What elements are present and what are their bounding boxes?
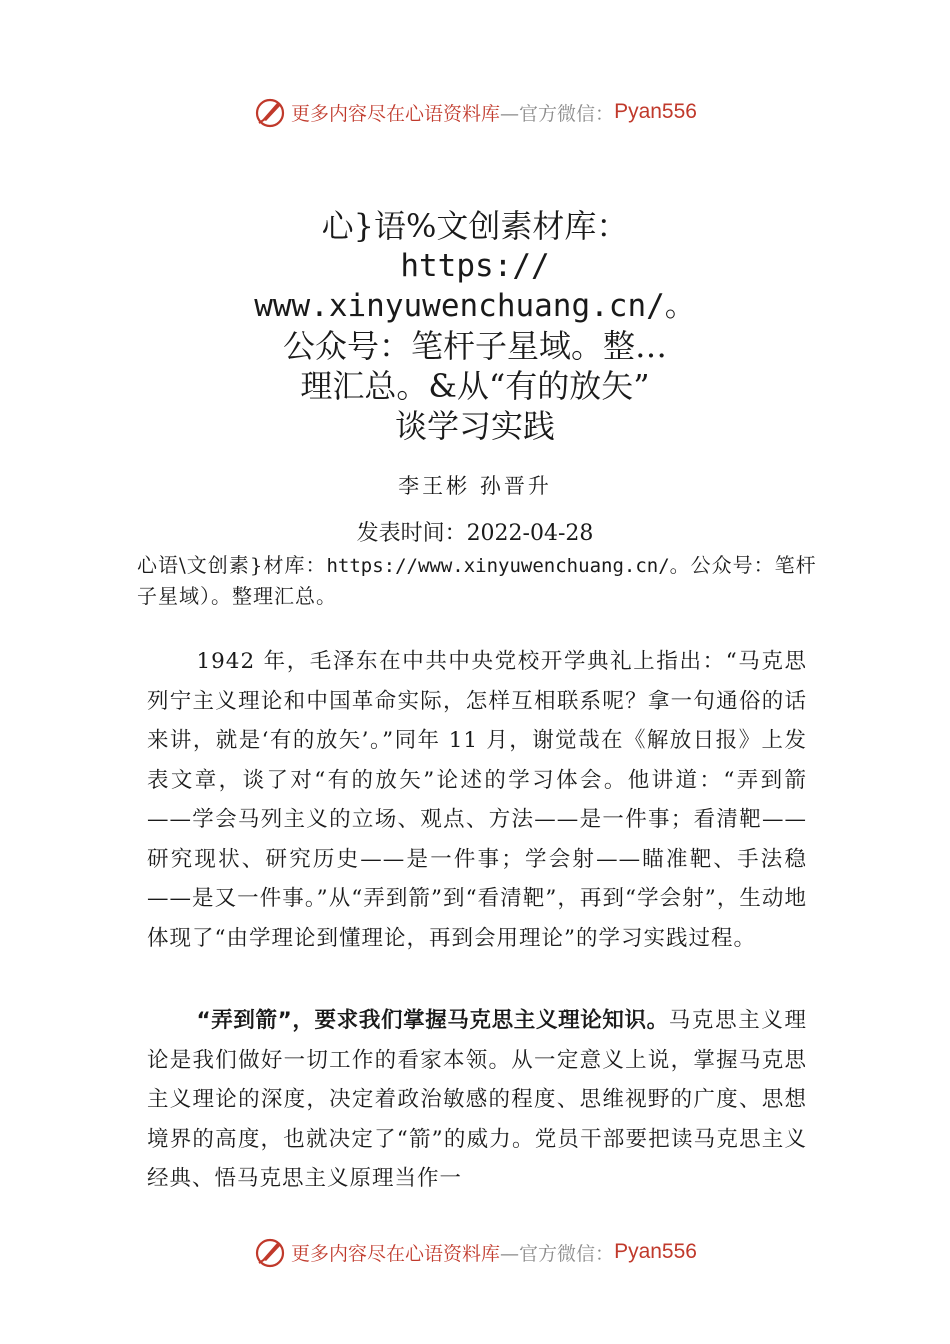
paragraph-1-text: 1942 年，毛泽东在中共中央党校开学典礼上指出：“马克思列宁主义理论和中国革命实际，怎样互相联系呢？拿一句通俗的话来讲，就是‘有的放矢’。”同年 11 月，谢觉哉在《解放日报》上发表文章，谈了对“有的放矢”论述的学习体会。他讲道：“弄到箭——学会马列主义的立场、观点、方法——是一件事；看清靶——研究现状、研究历史——是一件事；学会射——瞄准靶、手法稳——是又一件事。”从“弄到箭”到“看清靶”，再到“学会射”，生动地体现了“由学理论到懂理论，再到会用理论”的学习实践过程。 — [147, 649, 807, 951]
footer-banner — [0, 1232, 950, 1272]
article-authors: 李王彬 孙晋升 — [398, 474, 552, 498]
header-banner — [0, 92, 950, 132]
paragraph-2-body: 马克思主义理论是我们做好一切工作的看家本领。从一定意义上说，掌握马克思主义理论的深度，决定着政治敏感的程度、思维视野的广度、思想境界的高度，也就决定了“箭”的威力。党员干部要把读马克思主义经典、悟马克思主义原理当作一 — [147, 1008, 807, 1191]
paragraph-2-heading: “弄到箭”，要求我们掌握马克思主义理论知识。 — [196, 1008, 669, 1033]
banner-site-text: 更多内容尽在心语资料库 — [291, 102, 501, 125]
source-suffix: 。公众号：笔杆子星域）。整理汇总。 — [137, 553, 817, 608]
paragraph-2-text — [147, 1001, 807, 1199]
title-line-1: 心}语%文创素材库： — [321, 207, 629, 245]
source-prefix: 心语\文创素}材库： — [137, 553, 327, 577]
banner-wechat-id: Pyan556 — [614, 100, 697, 123]
publish-date: 发表时间：2022-04-28 — [356, 521, 594, 546]
quill-logo-icon — [253, 1235, 287, 1269]
title-line-6: 谈学习实践 — [394, 407, 555, 445]
title-line-5: 理汇总。&从“有的放矢” — [300, 367, 650, 405]
paragraph-1 — [147, 642, 807, 958]
banner-site-text: 更多内容尽在心语资料库 — [291, 1242, 501, 1265]
title-line-4: 公众号：笔杆子星域。整… — [282, 327, 667, 365]
source-note — [137, 550, 827, 611]
title-line-2: https:// — [400, 248, 550, 284]
quill-logo-icon — [253, 95, 287, 129]
title-line-3: www.xinyuwenchuang.cn/。 — [254, 288, 696, 324]
paragraph-2 — [147, 1001, 807, 1199]
source-url: https://www.xinyuwenchuang.cn/ — [326, 555, 670, 577]
banner-wechat-label: —官方微信： — [500, 1242, 615, 1265]
banner-wechat-label: —官方微信： — [500, 102, 615, 125]
banner-wechat-id: Pyan556 — [614, 1240, 697, 1263]
article-title — [0, 206, 950, 446]
